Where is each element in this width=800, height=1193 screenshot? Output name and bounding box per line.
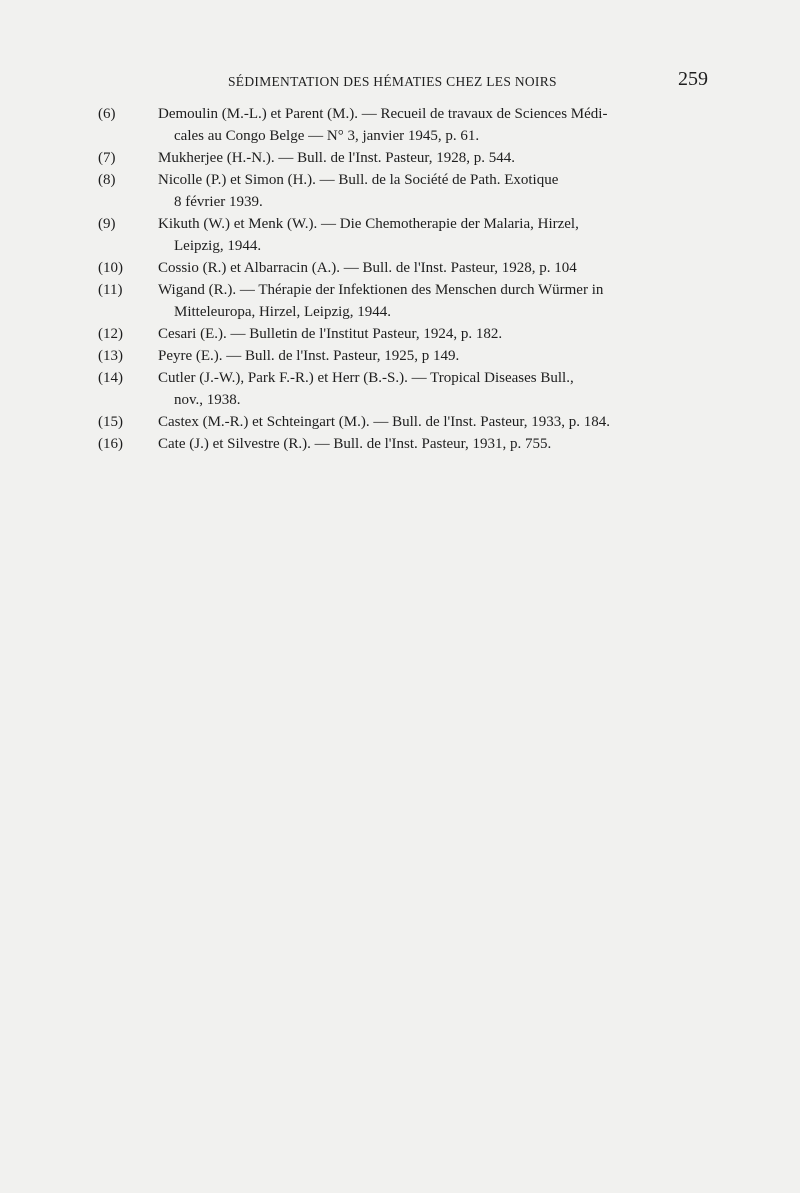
reference-number: (12) bbox=[98, 326, 123, 342]
reference-entry bbox=[96, 169, 716, 213]
reference-number: (13) bbox=[98, 348, 123, 364]
page-number: 259 bbox=[678, 68, 708, 90]
reference-entry bbox=[96, 411, 716, 433]
reference-number: (14) bbox=[98, 370, 123, 386]
reference-number: (6) bbox=[98, 106, 116, 122]
reference-text: Demoulin (M.-L.) et Parent (M.). — Recueil de travaux de Sciences Médi- bbox=[158, 106, 608, 122]
reference-text: Kikuth (W.) et Menk (W.). — Die Chemotherapie der Malaria, Hirzel, bbox=[158, 216, 579, 232]
running-title: SÉDIMENTATION DES HÉMATIES CHEZ LES NOIRS bbox=[228, 74, 557, 89]
reference-entry bbox=[96, 147, 716, 169]
reference-entry bbox=[96, 323, 716, 345]
reference-text: Castex (M.-R.) et Schteingart (M.). — Bull. de l'Inst. Pasteur, 1933, p. 184. bbox=[158, 414, 611, 430]
reference-number: (10) bbox=[98, 260, 123, 276]
reference-list bbox=[96, 103, 716, 455]
reference-entry bbox=[96, 103, 716, 147]
reference-text: Peyre (E.). — Bull. de l'Inst. Pasteur, 1925, p 149. bbox=[158, 348, 460, 364]
reference-entry bbox=[96, 345, 716, 367]
reference-text-continued: Mitteleuropa, Hirzel, Leipzig, 1944. bbox=[174, 304, 392, 320]
reference-text: Cutler (J.-W.), Park F.-R.) et Herr (B.-S.). — Tropical Diseases Bull., bbox=[158, 370, 574, 386]
reference-text-continued: cales au Congo Belge — N° 3, janvier 1945, p. 61. bbox=[174, 128, 480, 144]
page-header bbox=[0, 68, 800, 98]
reference-number: (9) bbox=[98, 216, 116, 232]
reference-entry bbox=[96, 279, 716, 323]
reference-text: Wigand (R.). — Thérapie der Infektionen des Menschen durch Würmer in bbox=[158, 282, 604, 298]
reference-entry bbox=[96, 367, 716, 411]
reference-text: Mukherjee (H.-N.). — Bull. de l'Inst. Pasteur, 1928, p. 544. bbox=[158, 150, 516, 166]
reference-text-continued: nov., 1938. bbox=[174, 392, 241, 408]
reference-text-continued: 8 février 1939. bbox=[174, 194, 263, 210]
reference-entry bbox=[96, 213, 716, 257]
reference-entry bbox=[96, 433, 716, 455]
reference-number: (8) bbox=[98, 172, 116, 188]
reference-number: (15) bbox=[98, 414, 123, 430]
reference-text: Nicolle (P.) et Simon (H.). — Bull. de la Société de Path. Exotique bbox=[158, 172, 559, 188]
reference-number: (11) bbox=[98, 282, 123, 298]
reference-text: Cesari (E.). — Bulletin de l'Institut Pasteur, 1924, p. 182. bbox=[158, 326, 503, 342]
reference-text: Cate (J.) et Silvestre (R.). — Bull. de l'Inst. Pasteur, 1931, p. 755. bbox=[158, 436, 552, 452]
reference-text-continued: Leipzig, 1944. bbox=[174, 238, 262, 254]
reference-number: (7) bbox=[98, 150, 116, 166]
reference-text: Cossio (R.) et Albarracin (A.). — Bull. de l'Inst. Pasteur, 1928, p. 104 bbox=[158, 260, 577, 276]
reference-entry bbox=[96, 257, 716, 279]
reference-number: (16) bbox=[98, 436, 123, 452]
